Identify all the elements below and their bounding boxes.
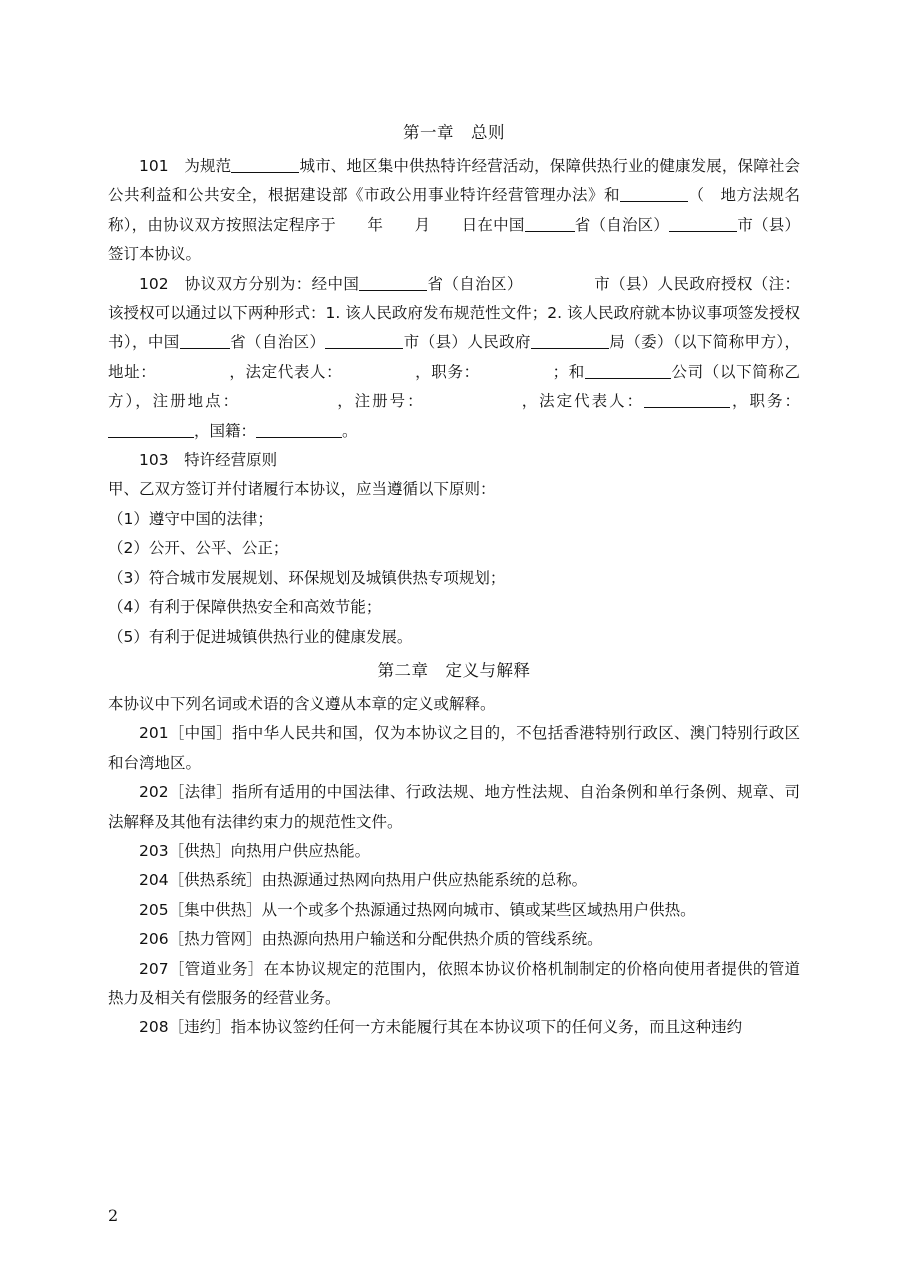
clause-101-text-a: 101 为规范	[139, 157, 232, 175]
blank-province	[525, 215, 575, 232]
clause-102-text-g: ，职务：	[730, 392, 800, 411]
definition-item: 204［供热系统］由热源通过热网向热用户供应热能系统的总称。	[139, 871, 588, 890]
blank-legal-rep	[644, 392, 730, 409]
principle-item: （4）有利于保障供热安全和高效节能；	[108, 598, 382, 617]
blank-county	[669, 215, 737, 232]
clause-102-text-d: 市（县）人民政府	[403, 333, 531, 352]
clause-102-text-h: ，国籍：	[194, 421, 257, 440]
clause-101-text-d: 省（自治区）	[574, 215, 670, 234]
clause-101-text-e: 市（县）签订本协议。	[108, 215, 800, 264]
page-number: 2	[108, 1206, 119, 1225]
page-content	[108, 118, 800, 1043]
definition-item: 208［违约］指本协议签约任何一方未能履行其在本协议项下的任何义务，而且这种违约	[139, 1018, 743, 1037]
blank-nationality	[256, 421, 342, 438]
principle-item: （1）遵守中国的法律；	[108, 509, 273, 528]
definition-item: 202［法律］指所有适用的中国法律、行政法规、地方性法规、自治条例和单行条例、规章、司法解释及其他有法律约束力的规范性文件。	[108, 783, 800, 831]
clause-103-title: 103 特许经营原则	[139, 451, 278, 470]
clause-101	[108, 152, 800, 270]
blank-company	[585, 362, 671, 379]
definition-item: 203［供热］向热用户供应热能。	[139, 841, 371, 860]
clause-101-text-c: （ 地方法规名称），由协议双方按照法定程序于 年 月 日在中国	[108, 186, 800, 234]
clause-102-text-e: 局（委）（以下简称甲方），地址： ，法定代表人： ，职务： ；和	[108, 333, 800, 381]
clause-102-text-b: 省（自治区） 市（县）人民政府授权（注：该授权可以通过以下两种形式：1. 该人民政府发布规范性文件；2. 该人民政府就本协议事项签发授权书），中国	[108, 274, 800, 352]
clause-102-text-i: 。	[342, 421, 358, 440]
definition-item: 201［中国］指中华人民共和国，仅为本协议之目的，不包括香港特别行政区、澳门特别行政区和台湾地区。	[108, 724, 800, 772]
blank-bureau	[531, 333, 609, 350]
clause-102	[108, 270, 800, 446]
definition-item: 206［热力管网］由热源向热用户输送和分配供热介质的管线系统。	[139, 930, 603, 949]
clause-102-text-c: 省（自治区）	[229, 333, 326, 352]
clause-103-intro: 甲、乙双方签订并付诸履行本协议，应当遵循以下原则：	[108, 480, 496, 499]
definition-item: 205［集中供热］从一个或多个热源通过热网向城市、镇或某些区域热用户供热。	[139, 900, 696, 919]
blank-authorizing-province	[359, 274, 427, 291]
clause-101-text-b: 城市、地区集中供热特许经营活动，保障供热行业的健康发展，保障社会公共利益和公共安全，根据建设部《市政公用事业特许经营管理办法》和	[108, 157, 800, 205]
definition-item: 207［管道业务］在本协议规定的范围内，依照本协议价格机制制定的价格向使用者提供的管道热力及相关有偿服务的经营业务。	[108, 959, 800, 1007]
principle-item: （3）符合城市发展规划、环保规划及城镇供热专项规划；	[108, 568, 506, 587]
clause-102-text-a: 102 协议双方分别为：经中国	[139, 274, 360, 293]
blank-position	[108, 421, 194, 438]
blank-city	[231, 157, 299, 174]
principle-item: （5）有利于促进城镇供热行业的健康发展。	[108, 627, 413, 646]
principle-item: （2）公开、公平、公正；	[108, 539, 289, 558]
chapter-1-title: 第一章 总则	[403, 123, 505, 142]
chapter-2-intro: 本协议中下列名词或术语的含义遵从本章的定义或解释。	[108, 694, 496, 713]
chapter-2-title: 第二章 定义与解释	[377, 660, 531, 680]
blank-party-a-city	[325, 333, 403, 350]
blank-party-a-province	[180, 333, 230, 350]
clause-102-text-f: 公司（以下简称乙方），注册地点： ，注册号： ，法定代表人：	[108, 362, 800, 411]
blank-local-regulation	[620, 186, 688, 203]
